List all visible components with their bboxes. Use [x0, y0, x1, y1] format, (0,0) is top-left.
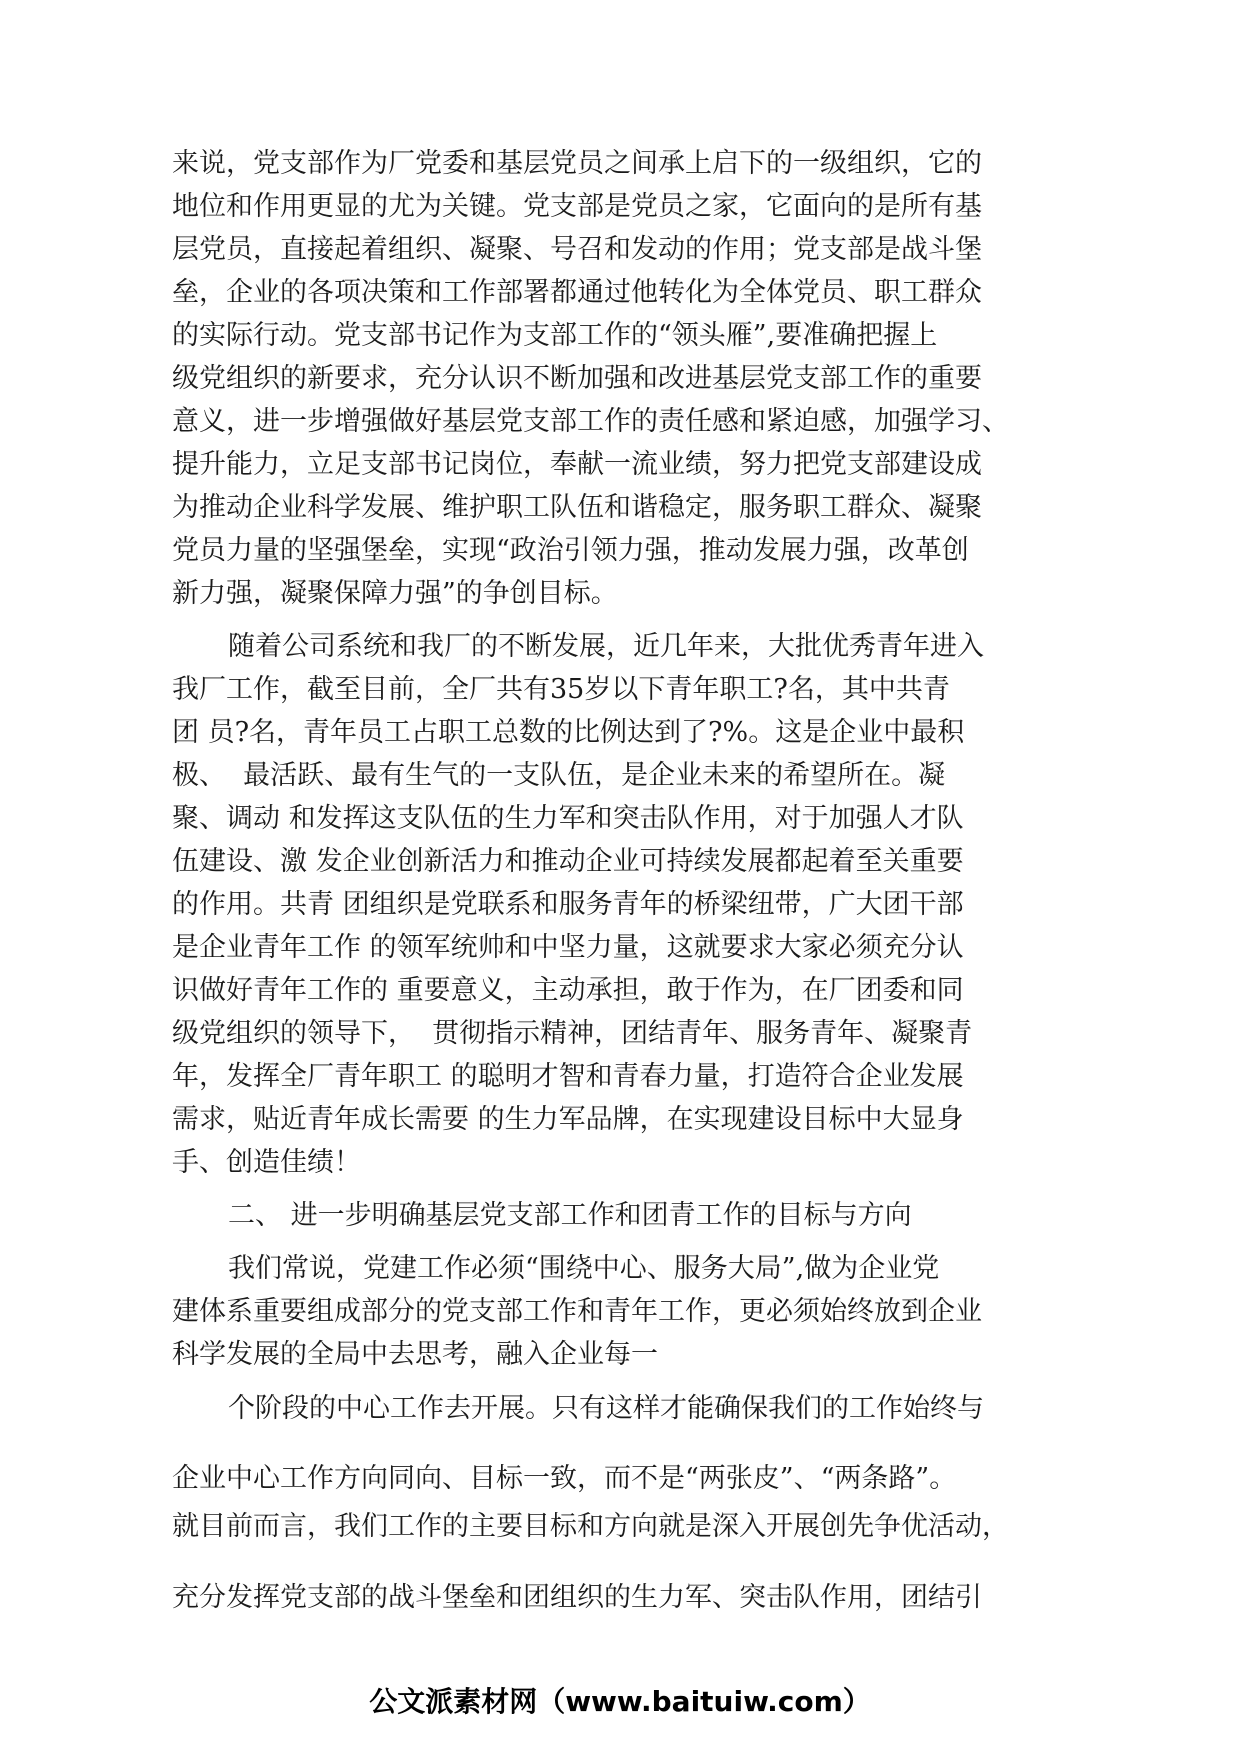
text-line: 就目前而言，我们工作的主要目标和方向就是深入开展创先争优活动， — [172, 1511, 1009, 1542]
text-line: 企业中心工作方向同向、目标一致，而不是“两张皮”、“两条路”。 — [172, 1463, 957, 1494]
text-line: 的作用。共青 团组织是党联系和服务青年的桥梁纽带，广大团干部 — [172, 889, 964, 920]
text-line: 新力强，凝聚保障力强”的争创目标。 — [172, 578, 618, 609]
section-heading: 二、 进一步明确基层党支部工作和团青工作的目标与方向 — [228, 1200, 912, 1231]
text-line: 为推动企业科学发展、维护职工队伍和谐稳定，服务职工群众、凝聚 — [172, 492, 982, 523]
text-line: 建体系重要组成部分的党支部工作和青年工作，更必须始终放到企业 — [172, 1296, 982, 1327]
text-line: 科学发展的全局中去思考，融入企业每一 — [172, 1339, 658, 1370]
text-line: 的实际行动。党支部书记作为支部工作的“领头雁”,要准确把握上 — [172, 320, 938, 351]
footer-watermark: 公文派素材网（www.baituiw.com） — [369, 1685, 871, 1718]
text-line: 级党组织的新要求，充分认识不断加强和改进基层党支部工作的重要 — [172, 363, 982, 394]
text-line: 党员力量的坚强堡垒，实现“政治引领力强，推动发展力强，改革创 — [172, 535, 969, 566]
text-line: 年，发挥全厂青年职工 的聪明才智和青春力量，打造符合企业发展 — [172, 1061, 964, 1092]
text-line: 是企业青年工作 的领军统帅和中坚力量，这就要求大家必须充分认 — [172, 932, 964, 963]
text-line: 伍建设、激 发企业创新活力和推动企业可持续发展都起着至关重要 — [172, 846, 964, 877]
text-line: 手、创造佳绩！ — [172, 1147, 361, 1178]
text-line: 提升能力，立足支部书记岗位，奉献一流业绩，努力把党支部建设成 — [172, 449, 982, 480]
text-line: 识做好青年工作的 重要意义，主动承担，敢于作为，在厂团委和同 — [172, 975, 964, 1006]
text-line: 团 员?名，青年员工占职工总数的比例达到了?%。这是企业中最积 — [172, 717, 965, 748]
text-line: 我们常说，党建工作必须“围绕中心、服务大局”,做为企业党 — [228, 1253, 940, 1284]
text-line: 意义，进一步增强做好基层党支部工作的责任感和紧迫感，加强学习、 — [172, 406, 1009, 437]
text-line: 我厂工作，截至目前，全厂共有35岁以下青年职工?名，其中共青 — [172, 674, 950, 705]
text-line: 极、 最活跃、最有生气的一支队伍，是企业未来的希望所在。凝 — [172, 760, 946, 791]
text-line: 充分发挥党支部的战斗堡垒和团组织的生力军、突击队作用，团结引 — [172, 1582, 982, 1613]
text-line: 地位和作用更显的尤为关键。党支部是党员之家，它面向的是所有基 — [172, 191, 982, 222]
text-line: 随着公司系统和我厂的不断发展，近几年来，大批优秀青年进入 — [228, 631, 984, 662]
text-line: 个阶段的中心工作去开展。只有这样才能确保我们的工作始终与 — [228, 1393, 984, 1424]
text-line: 层党员，直接起着组织、凝聚、号召和发动的作用；党支部是战斗堡 — [172, 234, 982, 265]
text-line: 需求，贴近青年成长需要 的生力军品牌，在实现建设目标中大显身 — [172, 1104, 964, 1135]
text-line: 垒，企业的各项决策和工作部署都通过他转化为全体党员、职工群众 — [172, 277, 982, 308]
text-line: 级党组织的领导下， 贯彻指示精神，团结青年、服务青年、凝聚青 — [172, 1018, 973, 1049]
text-line: 来说，党支部作为厂党委和基层党员之间承上启下的一级组织，它的 — [172, 148, 982, 179]
text-line: 聚、调动 和发挥这支队伍的生力军和突击队作用，对于加强人才队 — [172, 803, 964, 834]
